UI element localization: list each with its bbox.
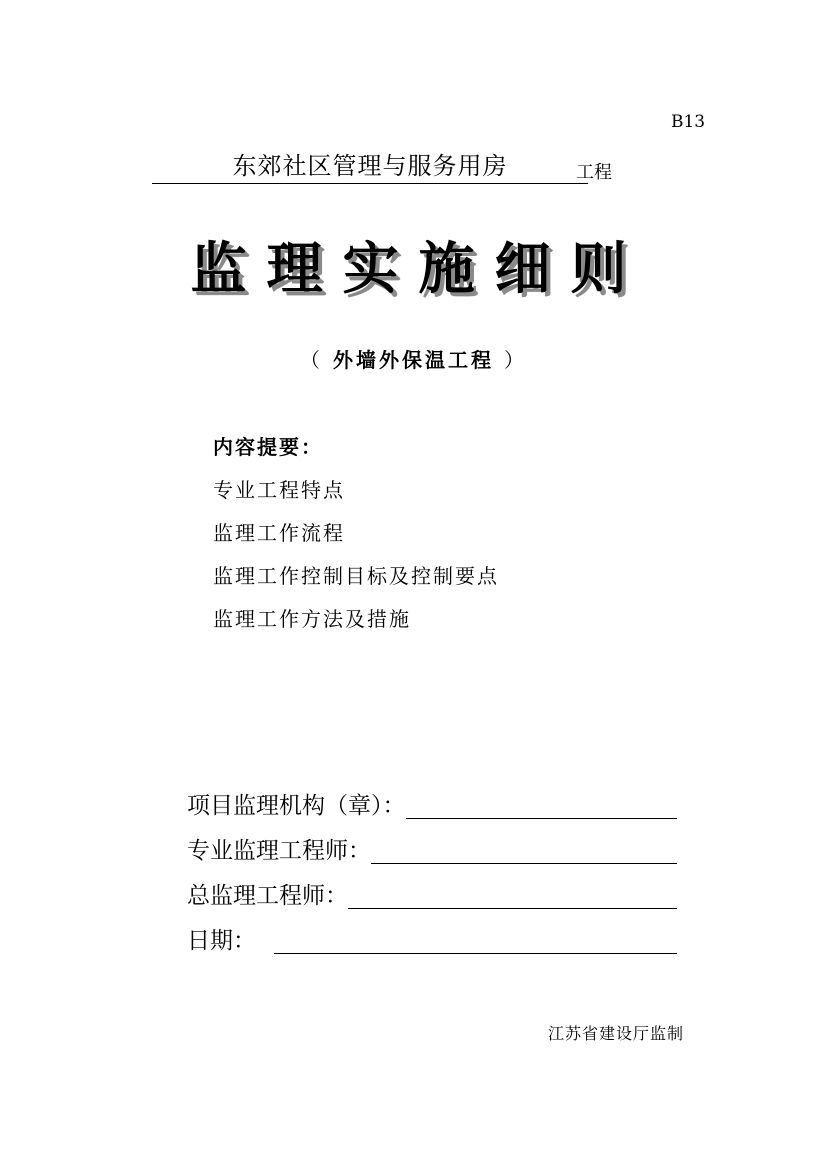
subtitle (0, 344, 827, 373)
subtitle-open-paren: （ (300, 348, 324, 372)
date-row (187, 913, 677, 958)
engineer-label: 专业监理工程师： (187, 838, 371, 864)
summary-item: 监理工作流程 (213, 521, 345, 545)
subtitle-close-paren: ） (503, 348, 527, 372)
chief-row (187, 868, 677, 913)
content-summary (213, 432, 499, 647)
summary-item: 监理工作控制目标及控制要点 (213, 564, 499, 588)
subtitle-text: 外墙外保温工程 (333, 348, 494, 372)
chief-signature-line[interactable] (348, 880, 677, 909)
agency-label: 项目监理机构（章）： (187, 793, 406, 819)
document-code: B13 (671, 112, 706, 132)
agency-row (187, 778, 677, 823)
summary-item: 监理工作方法及措施 (213, 607, 411, 631)
project-suffix: 工程 (576, 162, 612, 183)
main-title: 监理实施细则 (190, 237, 647, 302)
summary-heading: 内容提要： (213, 435, 323, 459)
issuer: 江苏省建设厅监制 (548, 1024, 685, 1043)
agency-signature-line[interactable] (406, 790, 678, 819)
project-line (152, 150, 632, 190)
date-line[interactable] (274, 925, 677, 954)
chief-label: 总监理工程师： (187, 883, 348, 909)
project-name: 东郊社区管理与服务用房 (152, 150, 588, 184)
signature-block (187, 778, 677, 958)
engineer-row (187, 823, 677, 868)
date-label: 日期： (187, 928, 256, 954)
engineer-signature-line[interactable] (371, 835, 677, 864)
summary-item: 专业工程特点 (213, 478, 345, 502)
